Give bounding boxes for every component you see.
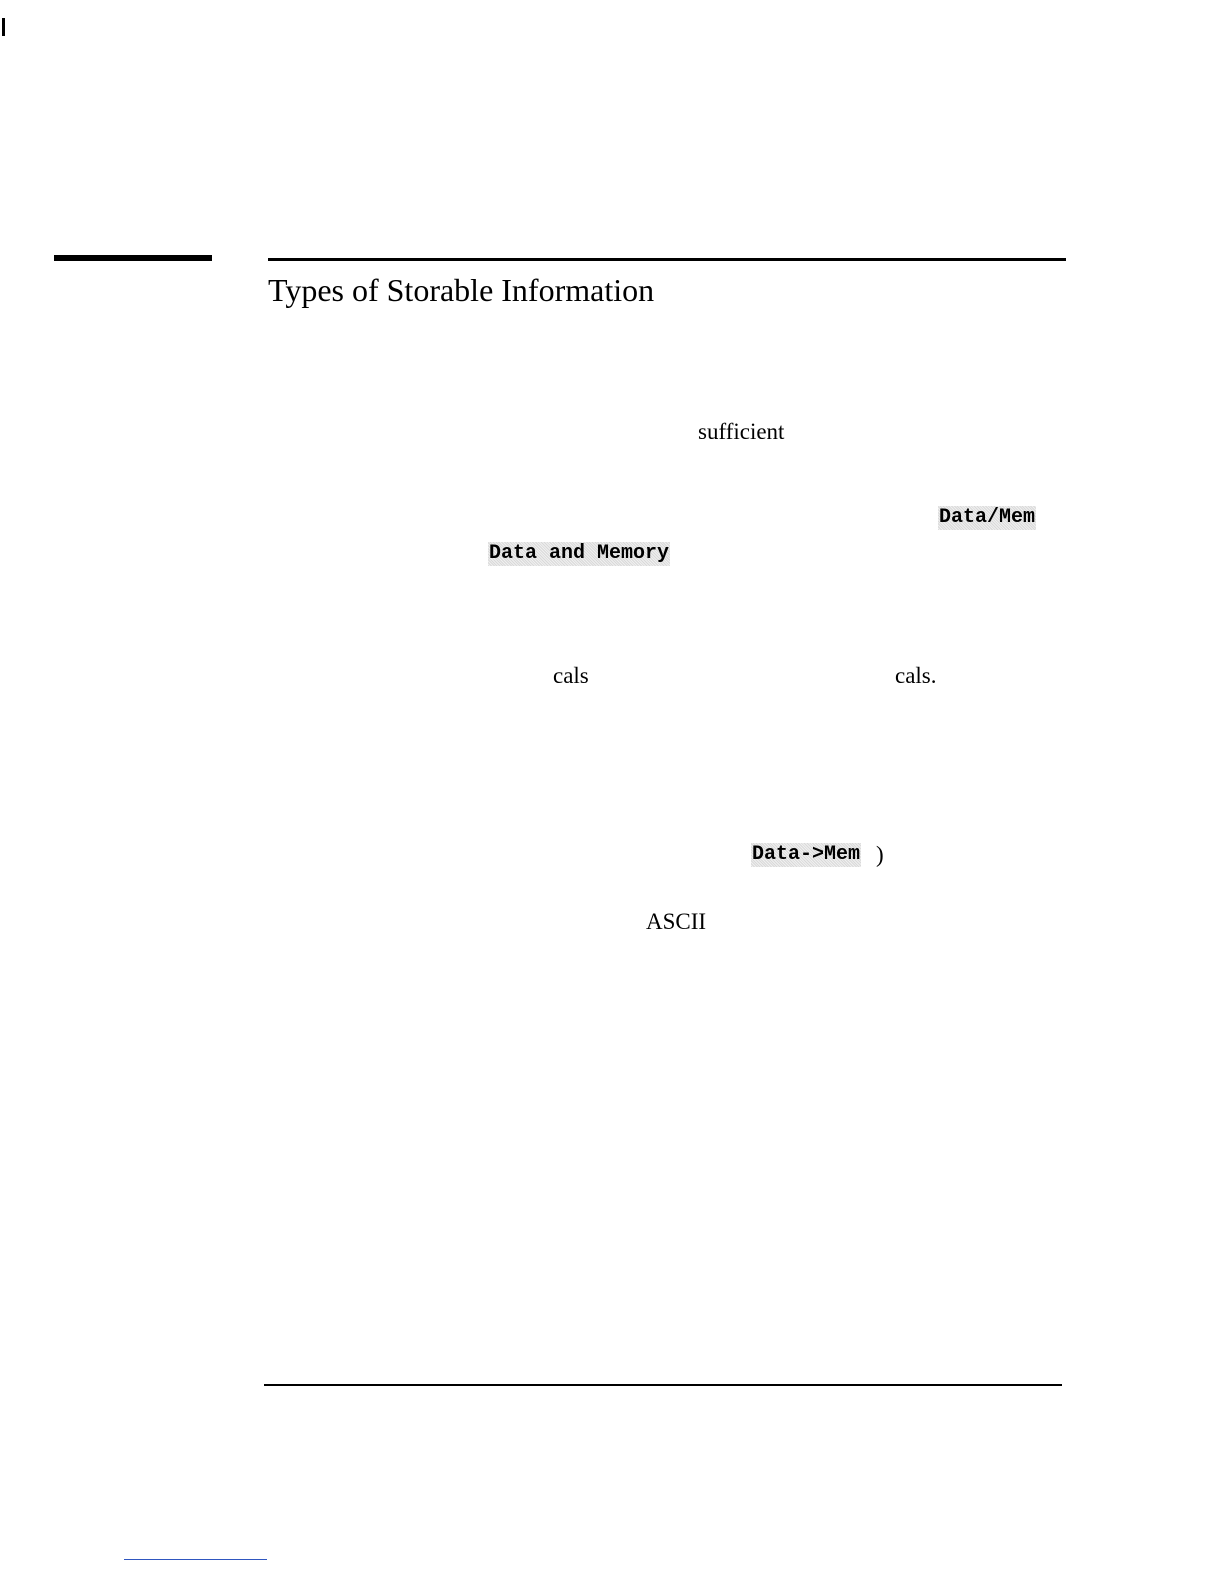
footer-rule bbox=[264, 1384, 1062, 1386]
footer-link-underline bbox=[124, 1559, 267, 1560]
section-rule-left bbox=[54, 255, 212, 261]
softkey-data-and-memory: Data and Memory bbox=[489, 542, 670, 565]
text-cals-period: cals. bbox=[895, 663, 937, 688]
edge-mark bbox=[2, 18, 5, 36]
text-paren-close: ) bbox=[876, 842, 884, 867]
softkey-data-mem: Data/Mem bbox=[939, 506, 1036, 529]
softkey-data-to-mem: Data->Mem bbox=[752, 843, 861, 866]
section-title: Types of Storable Information bbox=[268, 272, 655, 308]
text-sufficient: sufficient bbox=[698, 419, 785, 444]
text-cals: cals bbox=[553, 663, 589, 688]
text-ascii: ASCII bbox=[646, 909, 707, 934]
section-rule-top bbox=[268, 258, 1066, 261]
